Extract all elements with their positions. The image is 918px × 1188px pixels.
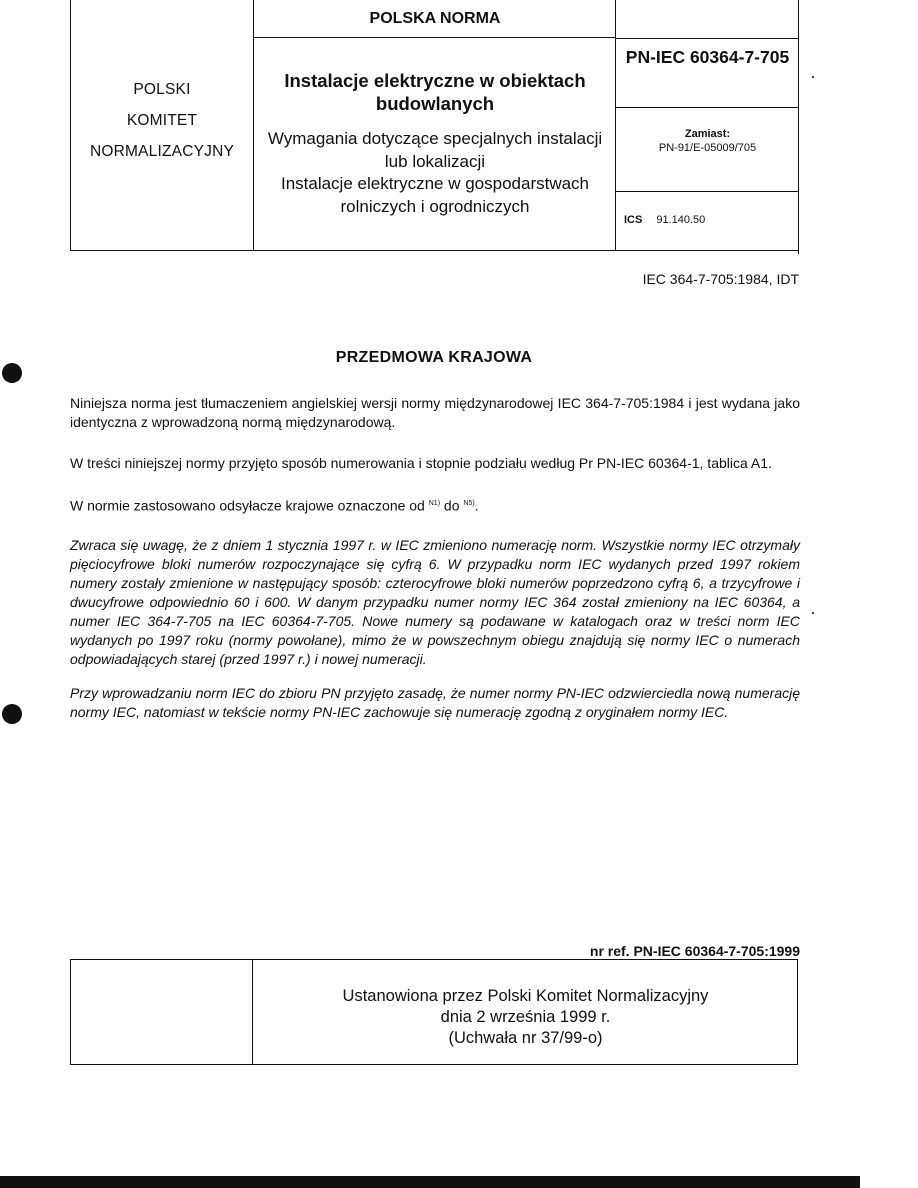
reference-number: nr ref. PN-IEC 60364-7-705:1999 <box>589 943 800 959</box>
approval-line: dnia 2 września 1999 r. <box>440 1008 611 1026</box>
foreword-paragraph-5: Przy wprowadzaniu norm IEC do zbioru PN przyjęto zasadę, że numer normy PN-IEC odzwierciedla nową numerację normy IEC, natomiast w tekście normy PN-IEC zachowuje się numerację zgodną z oryginałem normy IEC. <box>70 685 800 720</box>
document-subtitle <box>254 128 616 218</box>
ics-value: 91.140.50 <box>656 214 706 226</box>
section-title: PRZEDMOWA KRAJOWA <box>335 349 533 366</box>
document-title <box>254 69 616 115</box>
subtitle-line: rolniczych i ogrodniczych <box>340 196 530 216</box>
title-line: budowlanych <box>375 93 495 114</box>
approval-line: (Uchwała nr 37/99-o) <box>448 1029 603 1047</box>
scan-edge <box>0 1176 860 1188</box>
committee-line: KOMITET <box>126 112 198 129</box>
norm-number: PN-IEC 60364-7-705 <box>616 38 799 108</box>
subtitle-line: lub lokalizacji <box>384 151 486 171</box>
footnote-marker: N5) <box>463 500 475 507</box>
binding-hole-icon <box>2 704 22 724</box>
p3-text: . <box>474 497 479 514</box>
committee-name <box>70 74 254 167</box>
standard-type: POLSKA NORMA <box>254 0 616 38</box>
subtitle-line: Wymagania dotyczące specjalnych instalacji <box>267 129 603 148</box>
subtitle-line: Instalacje elektryczne w gospodarstwach <box>280 174 590 193</box>
title-line: Instalacje elektryczne w obiektach <box>284 70 586 91</box>
foreword-paragraph-4: Zwraca się uwagę, że z dniem 1 stycznia 1997 r. w IEC zmieniono numerację norm. Wszystkie normy IEC otrzymały pięciocyfrowe bloki numerów rozpoczynające się cyfrą 6. W przypadku norm IEC wydanych przed 1997 rokiem numery zostały zmienione w następujący sposób: czterocyfrowe bloki numerów poprzedzono cyfrą 6, a trzycyfrowe i dwucyfrowe odpowiednio 60 i 600. W danym przypadku numer normy IEC 364 został zmieniony na IEC 60364, a numer IEC 364-7-705 na IEC 60364-7-705. Nowe numery są podawane w katalogach oraz w treści norm IEC wydanych po 1997 roku (normy powołane), mimo że w powszechnym obiegu znajdują się normy IEC o numerach odpowiadających starej (przed 1997 r.) i nowej numeracji. <box>70 537 800 667</box>
replaces-label: Zamiast: <box>684 128 731 140</box>
p3-text: do <box>440 497 464 514</box>
replaces-block <box>616 108 799 192</box>
approval-text <box>253 986 798 1049</box>
footnote-marker: N1) <box>428 500 441 507</box>
approval-line: Ustanowiona przez Polski Komitet Normalizacyjny <box>342 987 709 1005</box>
committee-line: NORMALIZACYJNY <box>89 143 235 160</box>
ics-code <box>624 214 705 226</box>
ics-label: ICS <box>624 214 643 226</box>
foreword-paragraph-3 <box>70 494 800 516</box>
scan-speck <box>812 76 814 78</box>
foreword-paragraph-1: Niniejsza norma jest tłumaczeniem angielskiej wersji normy międzynarodowej IEC 364-7-705:1984 i jest wydana jako identyczna z wprowadzoną normą międzynarodową. <box>70 395 800 430</box>
p3-text: W normie zastosowano odsyłacze krajowe oznaczone od <box>70 497 429 514</box>
scan-speck <box>812 612 814 614</box>
committee-line: POLSKI <box>133 81 191 98</box>
iec-reference: IEC 364-7-705:1984, IDT <box>642 271 799 287</box>
foreword-paragraph-2: W treści niniejszej normy przyjęto sposób numerowania i stopnie podziału według Pr PN-IEC 60364-1, tablica A1. <box>70 455 772 471</box>
replaces-value: PN-91/E-05009/705 <box>658 142 757 154</box>
approval-table-left-cell <box>70 959 253 1065</box>
